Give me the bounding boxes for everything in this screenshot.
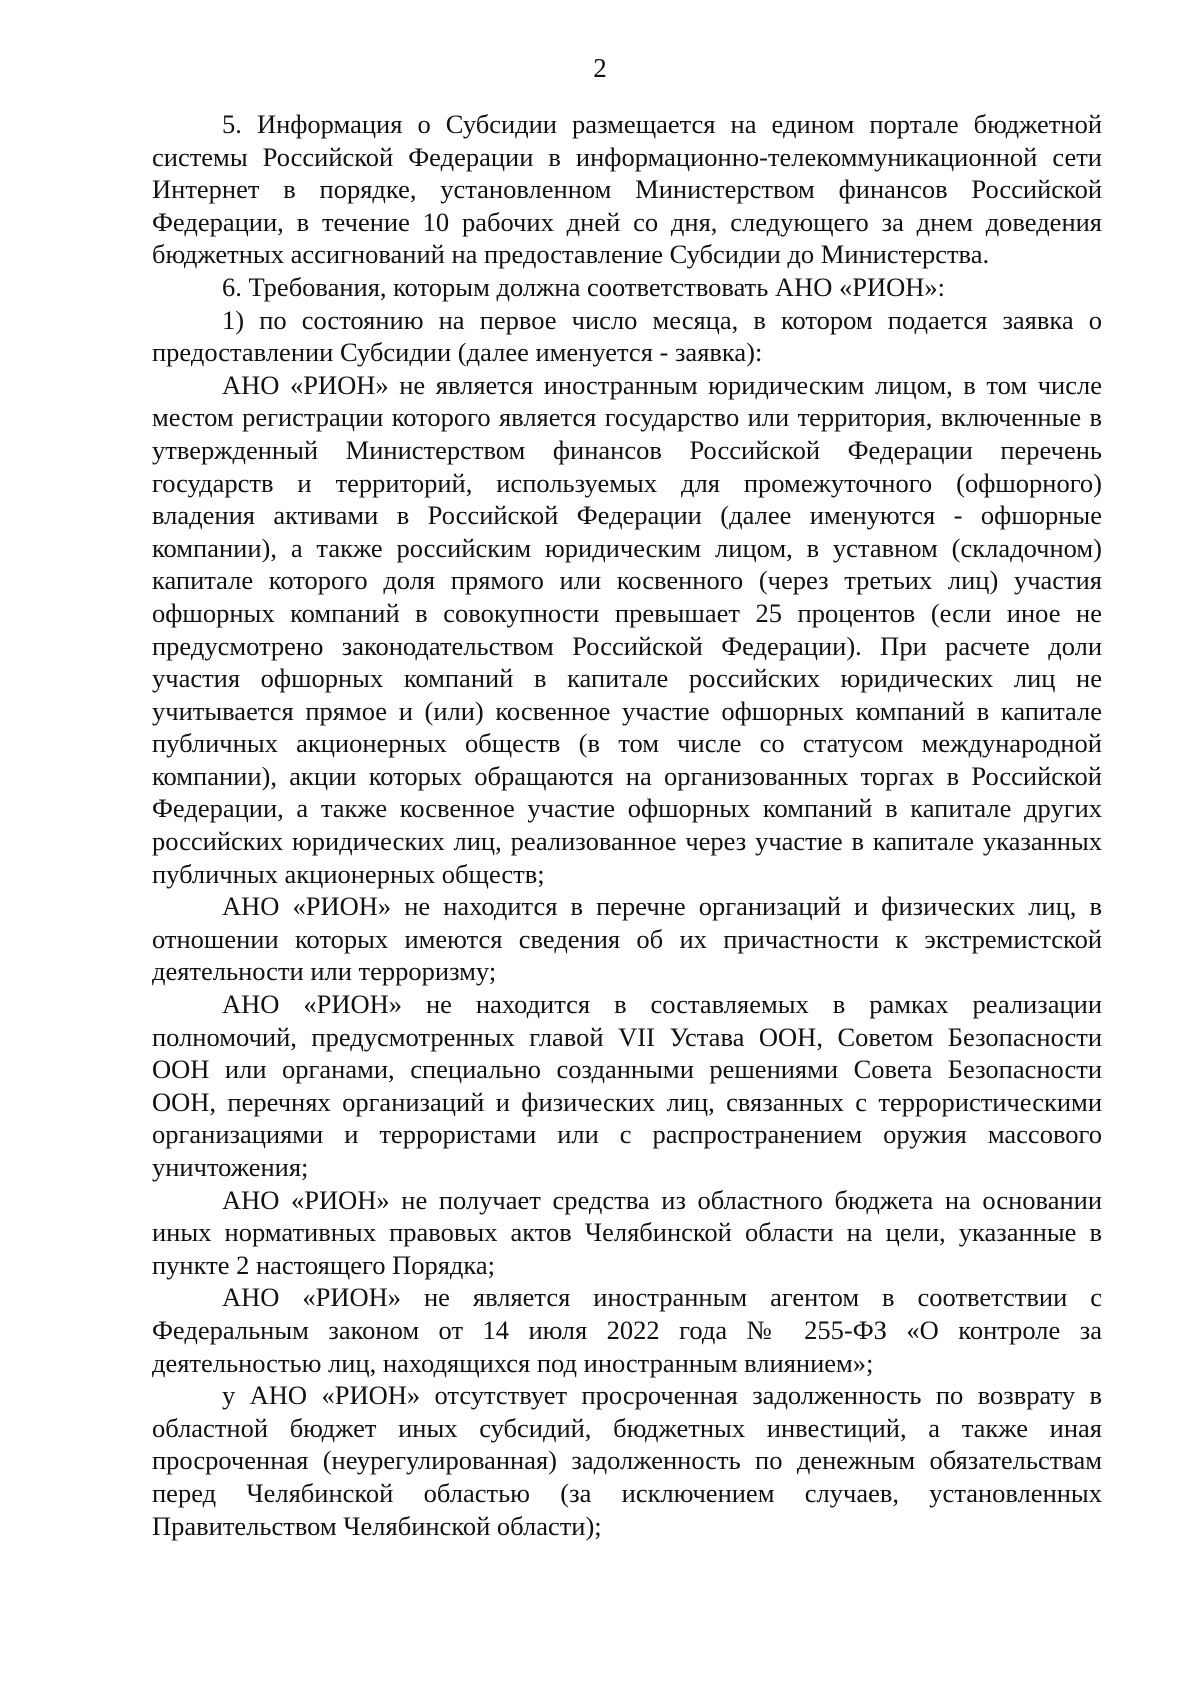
paragraph-budget-funds-requirement: АНО «РИОН» не получает средства из областного бюджета на основании иных нормативных правовых актов Челябинской области на цели, указанные в пункте 2 настоящего Порядка; [152,1184,1102,1280]
document-body [152,108,1102,1542]
paragraph-foreign-agent-requirement: АНО «РИОН» не является иностранным агентом в соответствии с Федеральным законом от 14 июля 2022 года № 255-ФЗ «О контроле за деятельностью лиц, находящихся под иностранным влиянием»; [152,1282,1102,1378]
paragraph-item-6: 6. Требования, которым должна соответствовать АНО «РИОН»: [222,271,946,302]
paragraph-subitem-1: 1) по состоянию на первое число месяца, в котором подается заявка о предоставлении Субсидии (далее именуется - заявка): [152,304,1102,368]
paragraph-un-sanctions-requirement: АНО «РИОН» не находится в составляемых в рамках реализации полномочий, предусмотренных главой VII Устава ООН, Советом Безопасности ООН или органами, специально созданными решениями Совета Безопасности ООН, перечнях организаций и физических лиц, связанных с террористическими организациями и террористами или с распространением оружия массового уничтожения; [152,989,1102,1182]
paragraph-debt-requirement: у АНО «РИОН» отсутствует просроченная задолженность по возврату в областной бюджет иных субсидий, бюджетных инвестиций, а также иная просроченная (неурегулированная) задолженность по денежным обязательствам перед Челябинской областью (за исключением случаев, установленных Правительством Челябинской области); [152,1380,1102,1541]
page-number: 2 [593,53,607,83]
paragraph-offshore-requirement: АНО «РИОН» не является иностранным юридическим лицом, в том числе местом регистрации которого является государство или территория, включенные в утвержденный Министерством финансов Российской Федерации перечень государств и территорий, используемых для промежуточного (офшорного) владения активами в Российской Федерации (далее именуются - офшорные компании), а также российским юридическим лицом, в уставном (складочном) капитале которого доля прямого или косвенного (через третьих лиц) участия офшорных компаний в совокупности превышает 25 процентов (если иное не предусмотрено законодательством Российской Федерации). При расчете доли участия офшорных компаний в капитале российских юридических лиц не учитывается прямое и (или) косвенное участие офшорных компаний в капитале публичных акционерных обществ (в том числе со статусом международной компании), акции которых обращаются на организованных торгах в Российской Федерации, а также косвенное участие офшорных компаний в капитале других российских юридических лиц, реализованное через участие в капитале указанных публичных акционерных обществ; [152,369,1102,889]
paragraph-item-5: 5. Информация о Субсидии размещается на едином портале бюджетной системы Российской Федерации в информационно-телекоммуникационной сети Интернет в порядке, установленном Министерством финансов Российской Федерации, в течение 10 рабочих дней со дня, следующего за днем доведения бюджетных ассигнований на предоставление Субсидии до Министерства. [152,109,1102,270]
paragraph-extremism-requirement: АНО «РИОН» не находится в перечне организаций и физических лиц, в отношении которых имеются сведения об их причастности к экстремистской деятельности или терроризму; [152,891,1102,987]
